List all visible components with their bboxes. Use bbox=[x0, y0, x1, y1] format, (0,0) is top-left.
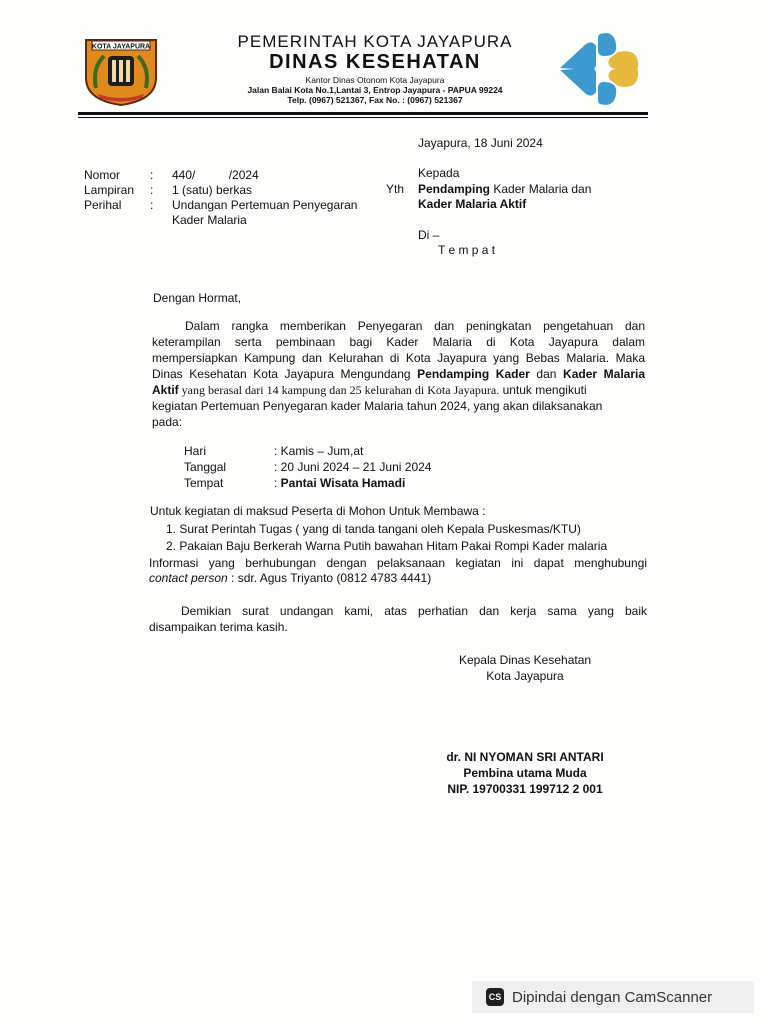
hari-label: Hari bbox=[184, 444, 207, 458]
closing-line-1: Demikian surat undangan kami, atas perhatian dan kerja sama yang baik bbox=[181, 604, 647, 618]
signatory-nip: NIP. 19700331 199712 2 001 bbox=[447, 782, 603, 796]
recipient-rest: Kader Malaria dan bbox=[490, 182, 592, 196]
perihal-value-2: Kader Malaria bbox=[172, 213, 247, 227]
nomor-label: Nomor bbox=[84, 168, 121, 182]
camscanner-label: Dipindai dengan CamScanner bbox=[512, 988, 713, 1006]
body-line-5b: yang berasal dari 14 kampung dan 25 kelurahan di Kota Jayapura. bbox=[178, 383, 500, 397]
yth-label: Yth bbox=[386, 182, 405, 196]
tempat-row-colon: : bbox=[274, 476, 281, 490]
kepada-label: Kepada bbox=[418, 166, 460, 180]
di-label: Di – bbox=[418, 228, 440, 242]
closing-line-2: disampaikan terima kasih. bbox=[149, 620, 288, 634]
perihal-value-1: Undangan Pertemuan Penyegaran bbox=[172, 198, 358, 212]
body-line-4d: Kader Malaria bbox=[563, 367, 645, 381]
recipient-line-1 bbox=[418, 181, 591, 197]
city-seal-logo bbox=[82, 38, 160, 106]
bring-intro: Untuk kegiatan di maksud Peserta di Mohon Untuk Membawa : bbox=[150, 504, 486, 518]
greeting: Dengan Hormat, bbox=[153, 291, 242, 305]
signatory-title-2: Kota Jayapura bbox=[486, 669, 564, 683]
tanggal-label: Tanggal bbox=[184, 460, 227, 474]
lampiran-value: 1 (satu) berkas bbox=[172, 183, 253, 197]
camscanner-watermark bbox=[472, 981, 754, 1013]
letterhead-gov: PEMERINTAH KOTA JAYAPURA bbox=[237, 32, 513, 51]
contact-person-label: contact person bbox=[149, 571, 228, 585]
bring-item-1: 1. Surat Perintah Tugas ( yang di tanda tangani oleh Kepala Puskesmas/KTU) bbox=[166, 522, 581, 536]
body-line-2: keterampilan serta pembinaan bagi Kader Malaria di Kota Jayapura dalam bbox=[152, 335, 645, 349]
bring-item-2: 2. Pakaian Baju Berkerah Warna Putih bawahan Hitam Pakai Rompi Kader malaria bbox=[166, 539, 608, 553]
letterhead-address: Jalan Balai Kota No.1,Lantai 3, Entrop Jayapura - PAPUA 99224 bbox=[247, 85, 503, 95]
letterhead-phone: Telp. (0967) 521367, Fax No. : (0967) 521367 bbox=[287, 95, 463, 105]
signatory-name: dr. NI NYOMAN SRI ANTARI bbox=[446, 750, 604, 764]
tempat-row-place: Pantai Wisata Hamadi bbox=[280, 476, 406, 490]
nomor-value: 440/ /2024 bbox=[172, 168, 259, 182]
body-line-7: pada: bbox=[152, 415, 183, 429]
body-line-4c: dan bbox=[529, 367, 564, 381]
tanggal-value: : 20 Juni 2024 – 21 Juni 2024 bbox=[274, 460, 432, 474]
contact-person-value: : sdr. Agus Triyanto (0812 4783 4441) bbox=[227, 571, 432, 585]
body-line-4a: Dinas Kesehatan Kota Jayapura Mengundang bbox=[152, 367, 418, 381]
body-line-4 bbox=[152, 366, 645, 382]
body-line-5c: untuk mengikuti bbox=[499, 383, 587, 397]
info-line-2 bbox=[149, 570, 431, 586]
nomor-colon: : bbox=[150, 168, 154, 182]
letterhead-agency: DINAS KESEHATAN bbox=[269, 51, 481, 73]
info-line-1: Informasi yang berhubungan dengan pelaksanaan kegiatan ini dapat menghubungi bbox=[149, 556, 647, 570]
body-line-5 bbox=[152, 382, 587, 398]
header-rule-thick bbox=[78, 112, 648, 115]
perihal-label: Perihal bbox=[84, 198, 122, 212]
header-rule-thin bbox=[78, 117, 648, 118]
body-line-1: Dalam rangka memberikan Penyegaran dan peningkatan pengetahuan dan bbox=[185, 319, 645, 333]
letterhead-office: Kantor Dinas Otonom Kota Jayapura bbox=[305, 75, 445, 85]
lampiran-colon: : bbox=[150, 183, 154, 197]
recipient-bold: Pendamping bbox=[418, 182, 491, 196]
body-line-5a: Aktif bbox=[152, 383, 179, 397]
hari-value: : Kamis – Jum,at bbox=[274, 444, 364, 458]
tempat-row-label: Tempat bbox=[184, 476, 224, 490]
tempat-row-value bbox=[274, 475, 405, 491]
perihal-colon: : bbox=[150, 198, 154, 212]
recipient-line-2: Kader Malaria Aktif bbox=[418, 197, 527, 211]
body-line-6: kegiatan Pertemuan Penyegaran kader Malaria tahun 2024, yang akan dilaksanakan bbox=[152, 399, 603, 413]
tempat-label: T e m p a t bbox=[438, 243, 496, 257]
body-line-4b: Pendamping Kader bbox=[417, 367, 530, 381]
seal-top-text: KOTA JAYAPURA bbox=[91, 43, 151, 51]
signatory-rank: Pembina utama Muda bbox=[463, 766, 587, 780]
signatory-title-1: Kepala Dinas Kesehatan bbox=[458, 653, 592, 667]
camscanner-icon: CS bbox=[486, 988, 504, 1006]
body-line-3: mempersiapkan Kampung dan Kelurahan di Kota Jayapura yang Bebas Malaria. Maka bbox=[152, 351, 645, 365]
lampiran-label: Lampiran bbox=[84, 183, 135, 197]
date-line: Jayapura, 18 Juni 2024 bbox=[418, 136, 543, 150]
